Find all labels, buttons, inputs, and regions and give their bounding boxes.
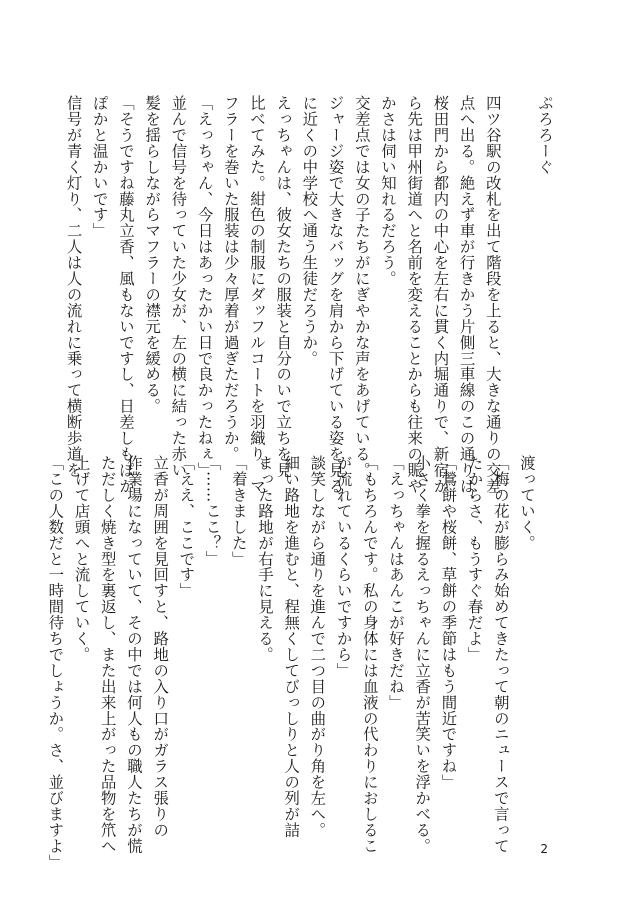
text-line: 「そうですね藤丸立香、風もないですし、日差しもぽか — [116, 95, 135, 494]
text-line: 「ええ、ここです」 — [177, 455, 196, 599]
text-line: 「梅の花が膨らみ始めてきたって朝のニュースで言って — [491, 455, 510, 854]
text-line: 作業場になっていて、その中では何人もの職人たちが慌 — [124, 455, 143, 854]
text-line: 並んで信号を待っていた少女が、左の横に結った赤い — [169, 95, 188, 478]
text-line: 立香が周囲を見回すと、路地の入り口がガラス張りの — [151, 455, 170, 838]
text-line: 交差点では女の子たちがにぎやかな声をあげている。 — [352, 95, 371, 478]
text-line: えっちゃんは、彼女たちの服装と自分のいで立ちを見 — [274, 95, 293, 478]
text-line: 「もちろんです。私の身体には血液の代わりにおしるこ — [360, 455, 379, 854]
text-line: ただしく焼き型を裏返し、また出来上がった品物を笊へ — [98, 455, 117, 854]
text-line: 髪を揺らしながらマフラーの襟元を緩める。 — [143, 95, 162, 414]
text-line: 渡っていく。 — [518, 455, 536, 551]
text-line: 比べてみた。紺色の制服にダッフルコートを羽織り、マ — [247, 95, 266, 494]
text-line: 上げて店頭へと流していく。 — [72, 455, 91, 663]
text-line: 「この人数だと一時間待ちでしょうか。さ、並びますよ」 — [46, 455, 65, 870]
text-line: 細い路地を進むと、程無くしてびっしりと人の列が詰 — [282, 455, 301, 838]
text-line: フラーを巻いた服装は少々厚着が過ぎただろうか。 — [221, 95, 240, 462]
text-line: ジャージ姿で大きなバッグを肩から下げている姿を見る — [326, 95, 345, 494]
text-line: 「……ここ？」 — [203, 455, 222, 567]
text-line: 小さく拳を握るえっちゃんに立香が苦笑いを浮かべる。 — [413, 455, 432, 854]
text-line: が流れているくらいですから」 — [334, 455, 353, 679]
lower-text-block — [42, 455, 540, 870]
text-line: かさは伺い知れるだろう。 — [378, 95, 397, 287]
text-line: ら先は甲州街道へと名前を変えることからも往来の賑や — [405, 95, 424, 494]
text-line: 点へ出る。絶えず車が行きかう片側三車線のこの通りは、 — [457, 95, 476, 510]
text-line: 談笑しながら通りを進んで二つ目の曲がり角を左へ。 — [308, 455, 327, 838]
page-number: 2 — [540, 842, 548, 856]
text-line: 「着きました」 — [229, 455, 248, 567]
text-line: ぽかと温かいです」 — [90, 95, 109, 239]
text-line: 「えっちゃん、今日はあったかい日で良かったねぇ」 — [195, 95, 214, 478]
text-line: 信号が青く灯り、二人は人の流れに乗って横断歩道を — [64, 95, 83, 478]
text-line: まった路地が右手に見える。 — [255, 455, 274, 663]
text-line: 桜田門から都内の中心を左右に貫く内堀通りで、新宿か — [431, 95, 450, 494]
text-line: たからさ、もうすぐ春だよ」 — [465, 455, 484, 663]
text-line: 「えっちゃんはあんこが好きだね」 — [386, 455, 405, 711]
text-line: に近くの中学校へ通う生徒だろうか。 — [300, 95, 319, 367]
text-line: 「鶯餅や桜餅、草餅の季節はもう間近ですね」 — [439, 455, 458, 790]
chapter-title: ぷろろーぐ — [536, 95, 554, 175]
text-line: 四ツ谷駅の改札を出て階段を上ると、大きな通りの交差 — [483, 95, 502, 494]
